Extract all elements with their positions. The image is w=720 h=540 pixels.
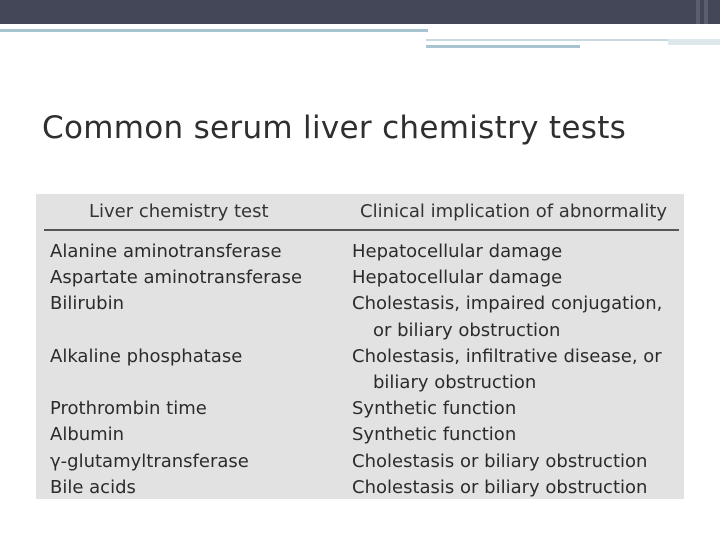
table-cell-implication-continued: or biliary obstruction [373,319,561,341]
table-cell-implication: Synthetic function [352,424,517,446]
table-cell-implication: Synthetic function [352,398,517,420]
column-header-test: Liver chemistry test [89,201,269,222]
accent-rule-right-upper [426,39,668,41]
table-cell-test: Albumin [50,424,125,446]
table-cell-test: Bile acids [50,476,136,498]
accent-rule-left [0,29,428,32]
top-banner-end-stripe [696,0,700,24]
table-cell-test: Aspartate aminotransferase [50,267,303,289]
table-cell-test: γ-glutamyltransferase [50,450,249,472]
header-divider [44,229,679,231]
table-cell-test: Alkaline phosphatase [50,345,243,367]
top-banner-bar [0,0,720,24]
table-cell-implication: Cholestasis or biliary obstruction [352,450,648,472]
table-cell-implication: Hepatocellular damage [352,267,563,289]
table-cell-test: Bilirubin [50,293,124,315]
table-cell-implication: Cholestasis or biliary obstruction [352,476,648,498]
table-cell-implication-continued: biliary obstruction [373,372,537,393]
accent-rule-right-lower [426,45,580,48]
accent-rule-end [668,39,720,45]
table-cell-test: Alanine aminotransferase [50,241,282,262]
slide-title: Common serum liver chemistry tests [42,110,627,146]
table-cell-test: Prothrombin time [50,398,207,420]
column-header-implication: Clinical implication of abnormality [360,201,668,222]
table-cell-implication: Hepatocellular damage [352,241,563,262]
table-cell-implication: Cholestasis, infiltrative disease, or [352,345,662,367]
table-cell-implication: Cholestasis, impaired conjugation, [352,293,663,315]
top-banner-end-stripe [704,0,708,24]
